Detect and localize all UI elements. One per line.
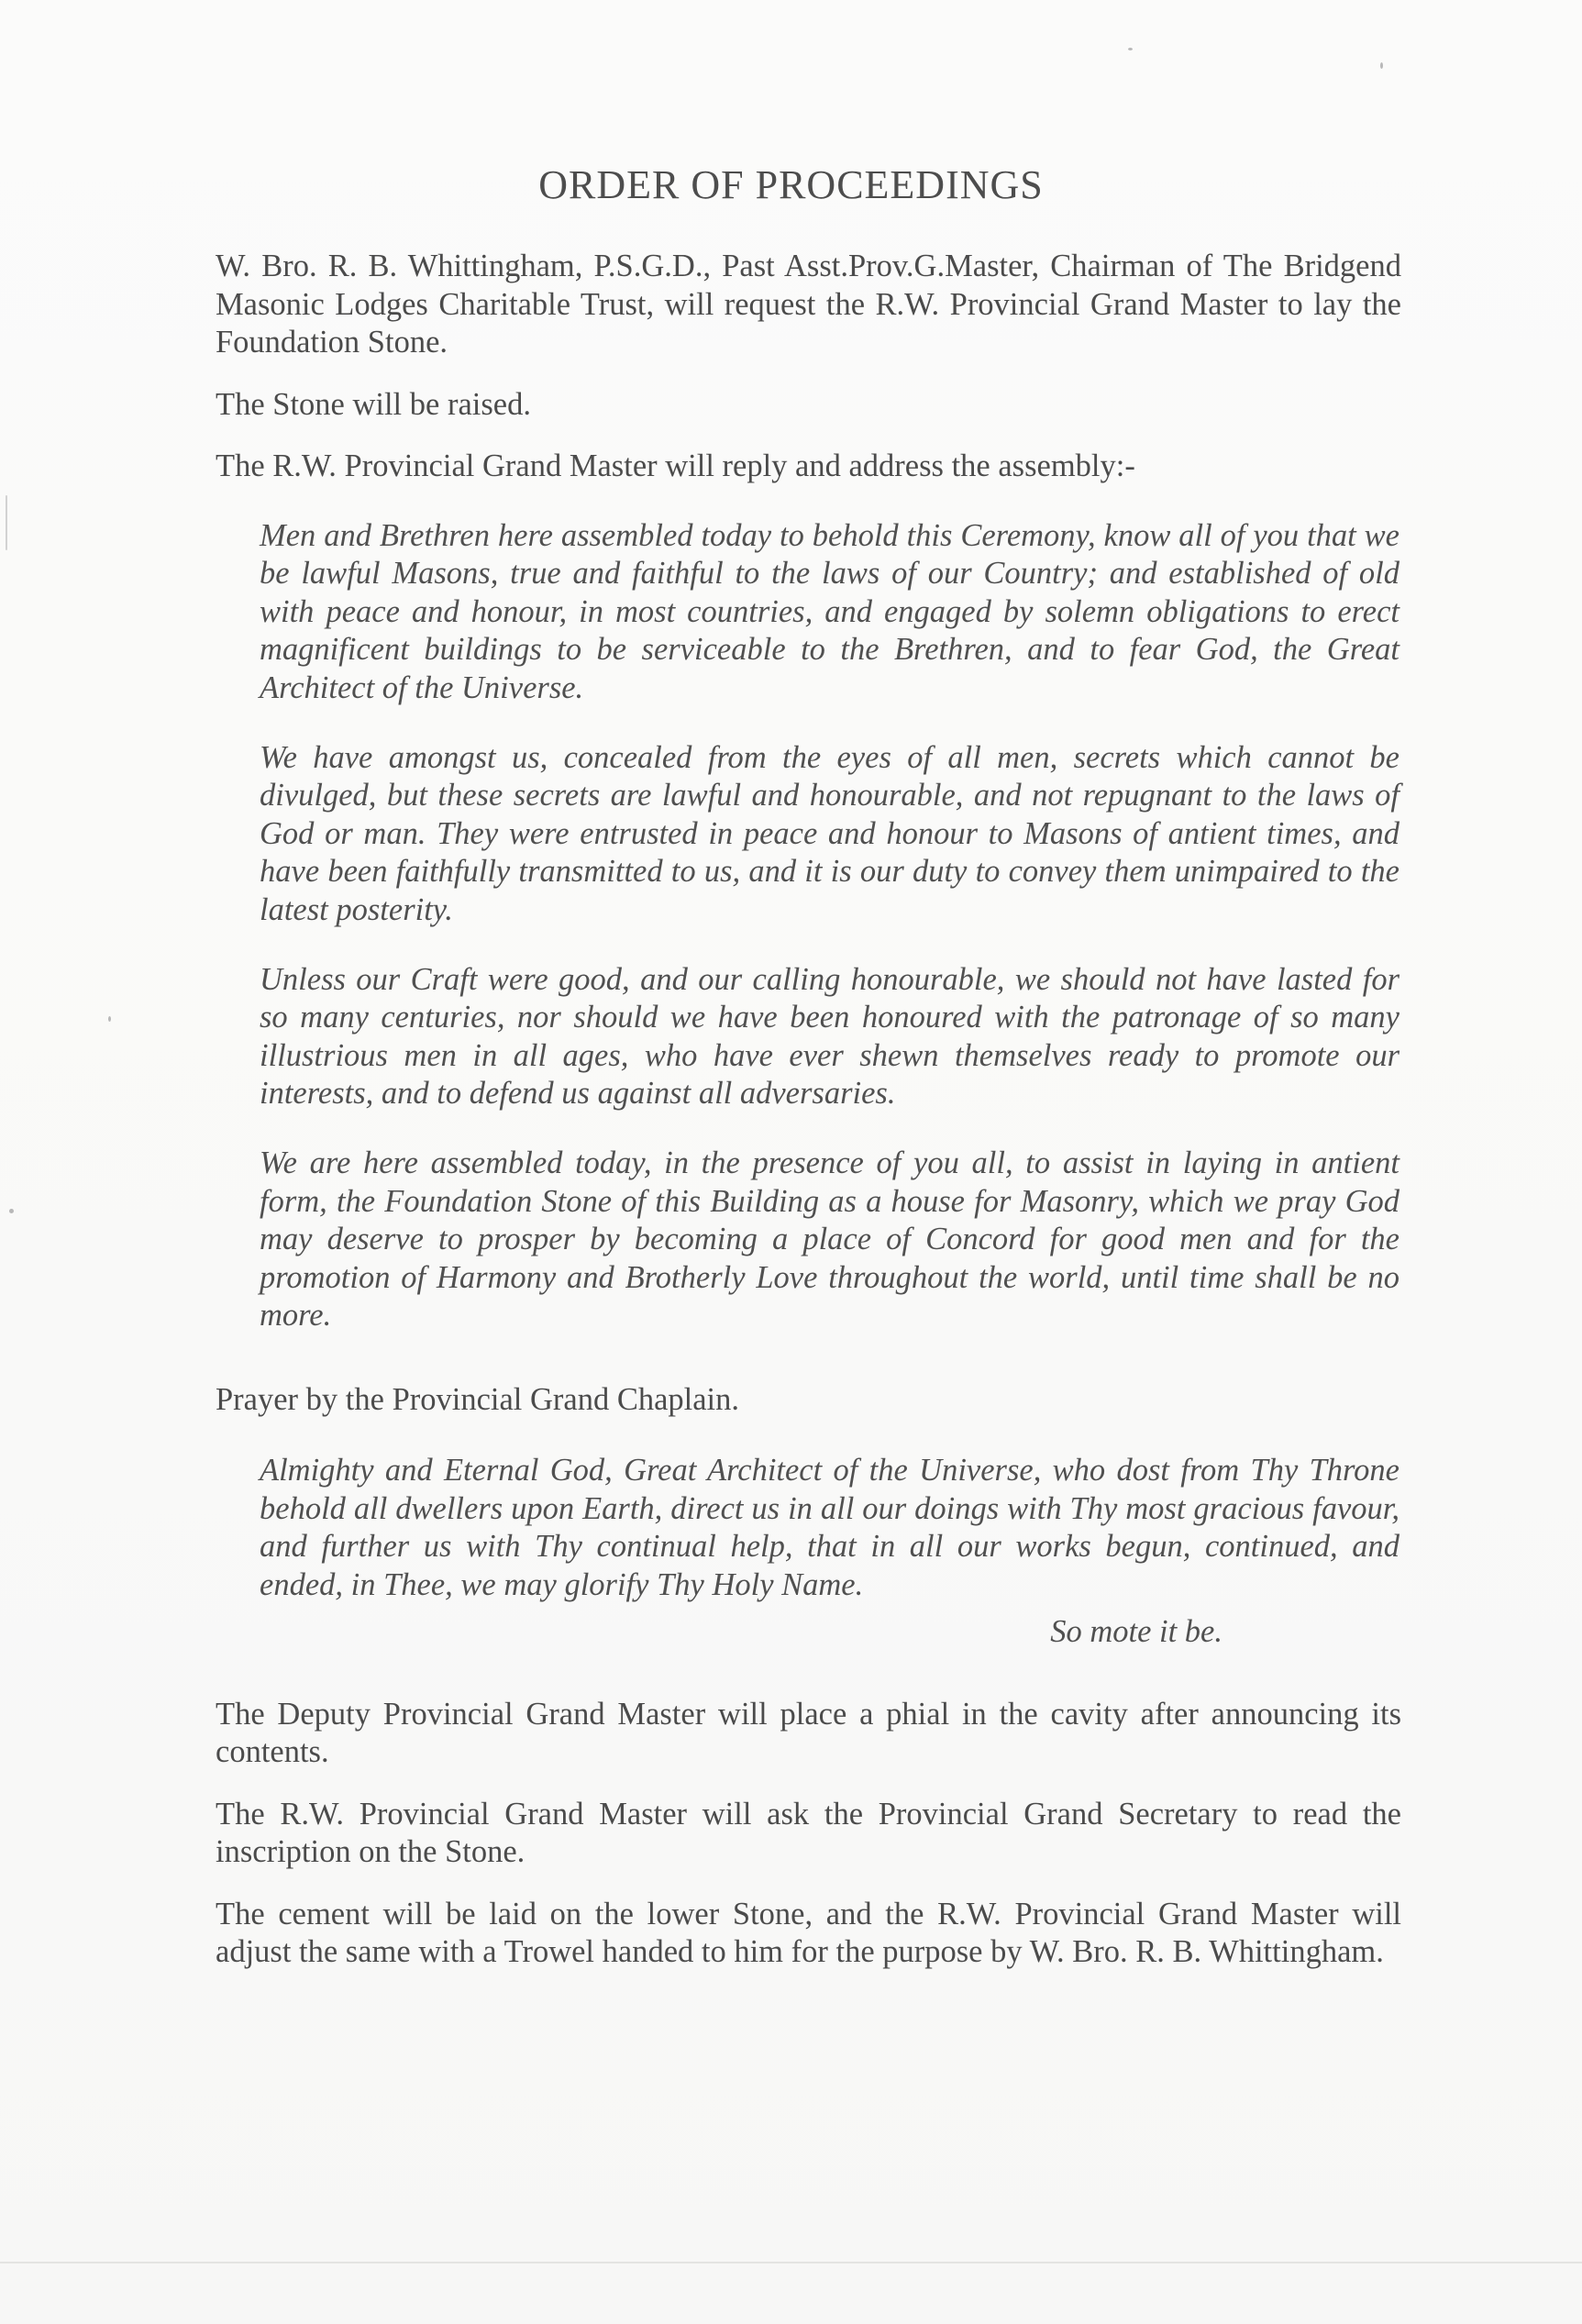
paper-speck — [108, 1016, 111, 1022]
paper-speck — [1380, 62, 1383, 69]
prayer-text: Almighty and Eternal God, Great Architect of the Universe, who dost from Thy Throne behold all dwellers upon Earth, direct us in all our doings with Thy most gracious favour, and further us with Thy continual help, that in all our works begun, continued, and ended, in Thee, we may glorify Thy Holy Name. — [260, 1453, 1399, 1602]
prayer-heading: Prayer by the Provincial Grand Chaplain. — [216, 1381, 740, 1417]
address-paragraph: Unless our Craft were good, and our calling honourable, we should not have lasted for so many centuries, nor should we have been honoured with the patronage of so many illustrious men in all ages, who have ever shewn themselves ready to promote our interests, and to defend us against all adversaries. — [260, 961, 1399, 1111]
address-intro-paragraph: The R.W. Provincial Grand Master will reply and address the assembly:- — [216, 448, 1135, 483]
address-paragraph: We have amongst us, concealed from the eyes of all men, secrets which cannot be divulged, but these secrets are lawful and honourable, and not repugnant to the laws of God or man. They were entrusted in peace and honour to Masons of antient times, and have been faithfully transmitted to us, and it is our duty to convey them unimpaired to the latest posterity. — [260, 739, 1399, 927]
paper-edge-mark — [6, 495, 7, 550]
cement-paragraph: The cement will be laid on the lower Stone, and the R.W. Provincial Grand Master will adjust the same with a Trowel handed to him for the purpose by W. Bro. R. B. Whittingham. — [216, 1896, 1401, 1969]
prayer-closing: So mote it be. — [1050, 1614, 1222, 1649]
page-fold-line — [0, 2262, 1582, 2263]
document-body — [216, 248, 1401, 1996]
address-paragraph: Men and Brethren here assembled today to behold this Ceremony, know all of you that we be lawful Masons, true and faithful to the laws of our Country; and established of old with peace and honour, in most countries, and engaged by solemn obligations to erect magnificent buildings to be serviceable to the Brethren, and to fear God, the Great Architect of the Universe. — [260, 517, 1399, 705]
paper-speck — [9, 1209, 14, 1213]
page-title: ORDER OF PROCEEDINGS — [538, 162, 1044, 207]
inscription-paragraph: The R.W. Provincial Grand Master will ask the Provincial Grand Secretary to read the inscription on the Stone. — [216, 1796, 1401, 1869]
phial-paragraph: The Deputy Provincial Grand Master will place a phial in the cavity after announcing its contents. — [216, 1696, 1401, 1769]
address-paragraph: We are here assembled today, in the presence of you all, to assist in laying in antient form, the Foundation Stone of this Building as a house for Masonry, which we pray God may deserve to prosper by becoming a place of Concord for good men and for the promotion of Harmony and Brotherly Love throughout the world, until time shall be no more. — [260, 1145, 1399, 1333]
intro-paragraph: W. Bro. R. B. Whittingham, P.S.G.D., Past Asst.Prov.G.Master, Chairman of The Bridgend Masonic Lodges Charitable Trust, will request the R.W. Provincial Grand Master to lay the Foundation Stone. — [216, 249, 1401, 360]
stone-raised-paragraph: The Stone will be raised. — [216, 386, 531, 422]
paper-speck — [1128, 48, 1133, 50]
